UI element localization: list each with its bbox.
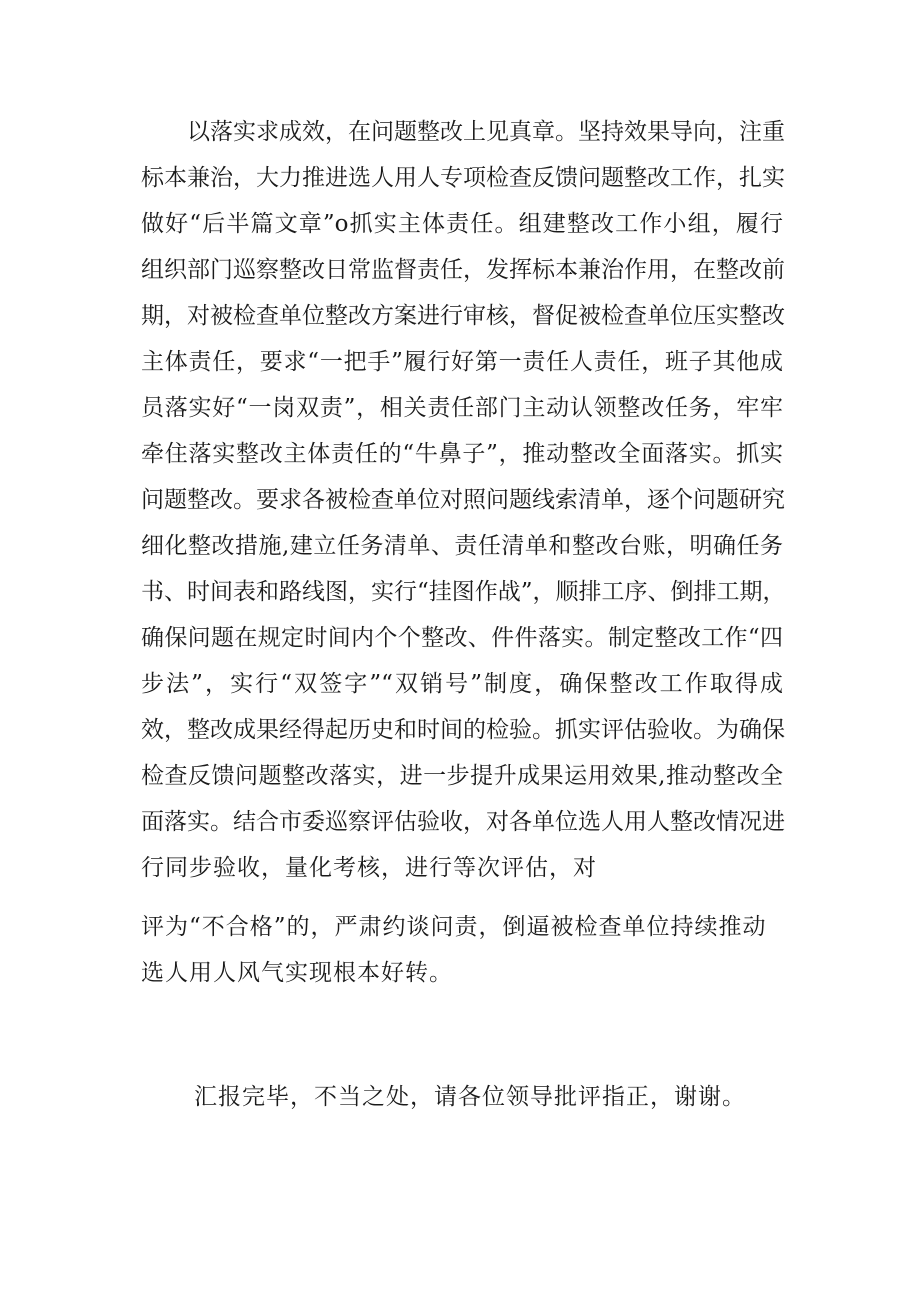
body-line: 做好“后半篇文章”o抓实主体责任。组建整改工作小组，履行 bbox=[141, 211, 783, 237]
body-line: 期，对被检查单位整改方案进行审核，督促被检查单位压实整改 bbox=[141, 303, 785, 329]
body-line: 面落实。结合市委巡察评估验收，对各单位选人用人整改情况进 bbox=[141, 809, 785, 835]
body-line: 细化整改措施,建立任务清单、责任清单和整改台账，明确任务 bbox=[141, 533, 783, 559]
body-line: 主体责任，要求“一把手”履行好第一责任人责任，班子其他成 bbox=[141, 349, 783, 375]
continuation-line: 评为“不合格”的，严肃约谈问责，倒逼被检查单位持续推动 bbox=[141, 914, 767, 940]
body-line: 书、时间表和路线图，实行“挂图作战”，顺排工序、倒排工期， bbox=[141, 579, 786, 605]
body-line: 组织部门巡察整改日常监督责任，发挥标本兼治作用，在整改前 bbox=[141, 257, 785, 283]
continuation-line: 选人用人风气实现根本好转。 bbox=[141, 960, 453, 986]
body-line: 标本兼治，大力推进选人用人专项检查反馈问题整改工作，扎实 bbox=[141, 165, 785, 191]
body-line: 员落实好“一岗双责”，相关责任部门主动认领整改任务，牢牢 bbox=[141, 395, 783, 421]
body-line: 效，整改成果经得起历史和时间的检验。抓实评估验收。为确保 bbox=[141, 717, 785, 743]
body-line: 问题整改。要求各被检查单位对照问题线索清单，逐个问题研究 bbox=[141, 487, 785, 513]
body-line-last: 行同步验收，量化考核，进行等次评估，对 bbox=[141, 855, 597, 881]
body-line: 确保问题在规定时间内个个整改、件件落实。制定整改工作“四 bbox=[141, 625, 783, 651]
body-line: 步法”，实行“双签字”“双销号”制度，确保整改工作取得成 bbox=[141, 671, 783, 697]
body-line: 检查反馈问题整改落实，进一步提升成果运用效果,推动整改全 bbox=[141, 763, 783, 789]
body-line: 牵住落实整改主体责任的“牛鼻子”，推动整改全面落实。抓实 bbox=[141, 441, 783, 467]
closing-remark: 汇报完毕，不当之处，请各位领导批评指正，谢谢。 bbox=[194, 1084, 746, 1110]
body-line: 以落实求成效，在问题整改上见真章。坚持效果导向，注重 bbox=[187, 119, 785, 145]
